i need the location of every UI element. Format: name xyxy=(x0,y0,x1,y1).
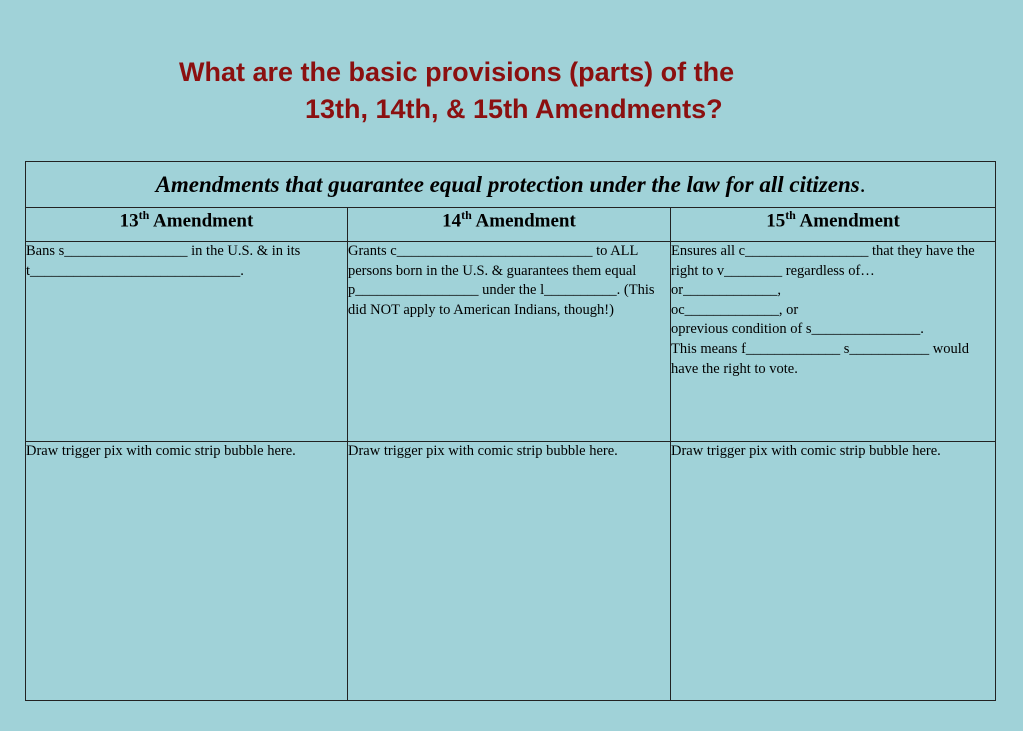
bullet-icon: o xyxy=(671,321,679,338)
bullet-item xyxy=(671,281,995,301)
bullet-text: c_____________, or xyxy=(678,301,799,318)
cell-14th-drawing xyxy=(348,442,671,701)
header-label: Amendment xyxy=(795,210,900,232)
provision-intro: Ensures all c_________________ that they have the right to v________ regardless of… xyxy=(671,243,975,279)
header-number: 14 xyxy=(442,210,462,232)
amendments-table xyxy=(25,161,996,701)
cell-15th-drawing xyxy=(671,442,996,701)
title-text-1: What are the basic provisions (parts) of the xyxy=(179,57,735,87)
drawing-instruction: Draw trigger pix with comic strip bubble here. xyxy=(26,443,296,459)
header-label: Amendment xyxy=(471,210,576,232)
provision-text: Bans s_________________ in the U.S. & in its t_____________________________. xyxy=(26,243,301,279)
column-header-14th xyxy=(348,208,671,242)
header-ordinal: th xyxy=(785,208,796,222)
drawing-instruction: Draw trigger pix with comic strip bubble here. xyxy=(671,443,941,459)
bullet-icon: o xyxy=(671,301,679,318)
provision-outro: This means f_____________ s___________ would have the right to vote. xyxy=(671,340,970,377)
cell-13th-drawing xyxy=(26,442,348,701)
title-text-2: 13th, 14th, & 15th Amendments? xyxy=(305,94,723,124)
header-number: 15 xyxy=(766,210,786,232)
provision-text: Grants c___________________________ to ALL persons born in the U.S. & guarantees them equal p_________________ under the l__________. (This did NOT apply to American Indians, though!) xyxy=(348,243,655,318)
banner-period: . xyxy=(859,171,866,197)
header-label: Amendment xyxy=(149,210,254,232)
column-header-15th xyxy=(671,208,996,242)
drawing-instruction: Draw trigger pix with comic strip bubble here. xyxy=(348,443,618,459)
header-ordinal: th xyxy=(138,208,150,222)
bullet-text: previous condition of s_______________. xyxy=(678,321,924,338)
bullet-text: r_____________, xyxy=(678,282,781,299)
table-banner xyxy=(26,162,996,208)
bullet-icon: o xyxy=(671,282,679,299)
banner-text: Amendments that guarantee equal protection under the law for all citizens xyxy=(155,171,860,197)
cell-15th-provisions xyxy=(671,242,996,442)
header-ordinal: th xyxy=(461,208,472,222)
header-number: 13 xyxy=(119,210,139,232)
bullet-item xyxy=(671,320,995,340)
cell-13th-provisions xyxy=(26,242,348,442)
bullet-item xyxy=(671,301,995,321)
cell-14th-provisions xyxy=(348,242,671,442)
column-header-13th xyxy=(26,208,348,242)
